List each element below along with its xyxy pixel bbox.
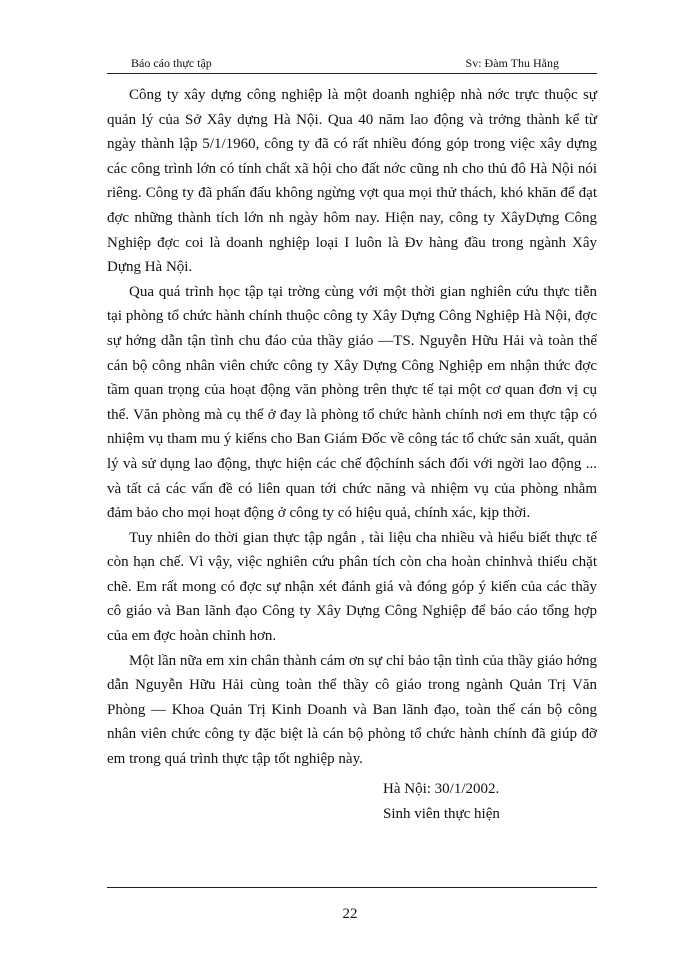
body-paragraph-4: Một lần nữa em xin chân thành cám ơn sự chỉ bảo tận tình của thầy giáo hớng dẫn Nguyễn Hữu Hải cùng toàn thể thầy cô giáo trong ngành Quản Trị Văn Phòng — Khoa Quản Trị Kinh Doanh và Ban lãnh đạo, toàn thể cán bộ công nhân viên chức công ty đặc biệt là cán bộ phòng tổ chức hành chính đã giúp đỡ em trong quá trình thực tập tốt nghiệp này. bbox=[107, 652, 597, 768]
header-report-title: Báo cáo thực tập bbox=[131, 56, 212, 70]
signature-role: Sinh viên thực hiện bbox=[383, 806, 500, 822]
document-body bbox=[107, 83, 597, 772]
signature-date: Hà Nội: 30/1/2002. bbox=[383, 781, 500, 797]
body-paragraph-3: Tuy nhiên do thời gian thực tập ngắn , tài liệu cha nhiều và hiểu biết thực tế còn hạn chế. Vì vậy, việc nghiên cứu phân tích còn cha hoàn chỉnhvà thiếu chặt chẽ. Em rất mong có đợc sự nhận xét đánh giá và đóng góp ý kiến của các thầy cô giáo và Ban lãnh đạo Công ty Xây Dựng Công Nghiệp để báo cáo tổng hợp của em đợc hoàn chỉnh hơn. bbox=[107, 529, 597, 645]
body-paragraph-1: Công ty xây dựng công nghiệp là một doanh nghiệp nhà nớc trực thuộc sự quản lý của Sở Xây dựng Hà Nội. Qua 40 năm lao động và trởng thành kể từ ngày thành lập 5/1/1960, công ty đã có rất nhiều đóng góp trong việc xây dựng các công trình lớn có tính chất xã hội cho đất nớc cũng nh cho thủ đô Hà Nội nói riêng. Công ty đã phấn đấu không ngừng vợt qua mọi thử thách, khó khăn để đạt đợc những thành tích lớn nh ngày hôm nay. Hiện nay, công ty XâyDựng Công Nghiệp đợc coi là doanh nghiệp loại I luôn là Đv hàng đầu trong ngành Xây Dựng Hà Nội. bbox=[107, 87, 597, 276]
page-header bbox=[107, 52, 597, 72]
footer-rule bbox=[107, 887, 597, 888]
page-number: 22 bbox=[342, 906, 358, 922]
header-student-name: Sv: Đàm Thu Hằng bbox=[465, 56, 559, 70]
body-paragraph-2: Qua quá trình học tập tại trờng cùng với một thời gian nghiên cứu thực tiễn tại phòng tổ chức hành chính thuộc công ty Xây Dựng Công Nghiệp Hà Nội, đợc sự hớng dẫn tận tình chu đáo của thầy giáo —TS. Nguyễn Hữu Hải và toàn thể cán bộ công nhân viên chức công ty Xây Dựng Công Nghiệp em nhận thức đợc tầm quan trọng của hoạt động văn phòng trên thực tế tại một cơ quan đơn vị cụ thể. Văn phòng mà cụ thể ở đay là phòng tổ chức hành chính nơi em thực tập có nhiệm vụ tham mu ý kiếns cho Ban Giám Đốc về công tác tổ chức sản xuất, quản lý và sử dụng lao động, thực hiện các chế độchính sách đối với ngời lao động ... và tất cả các vấn đề có liên quan tới chức năng và nhiệm vụ của phòng nhằm đảm bảo cho mọi hoạt động ở công ty có hiệu quả, chính xác, kịp thời. bbox=[107, 283, 597, 522]
header-rule bbox=[107, 73, 597, 74]
